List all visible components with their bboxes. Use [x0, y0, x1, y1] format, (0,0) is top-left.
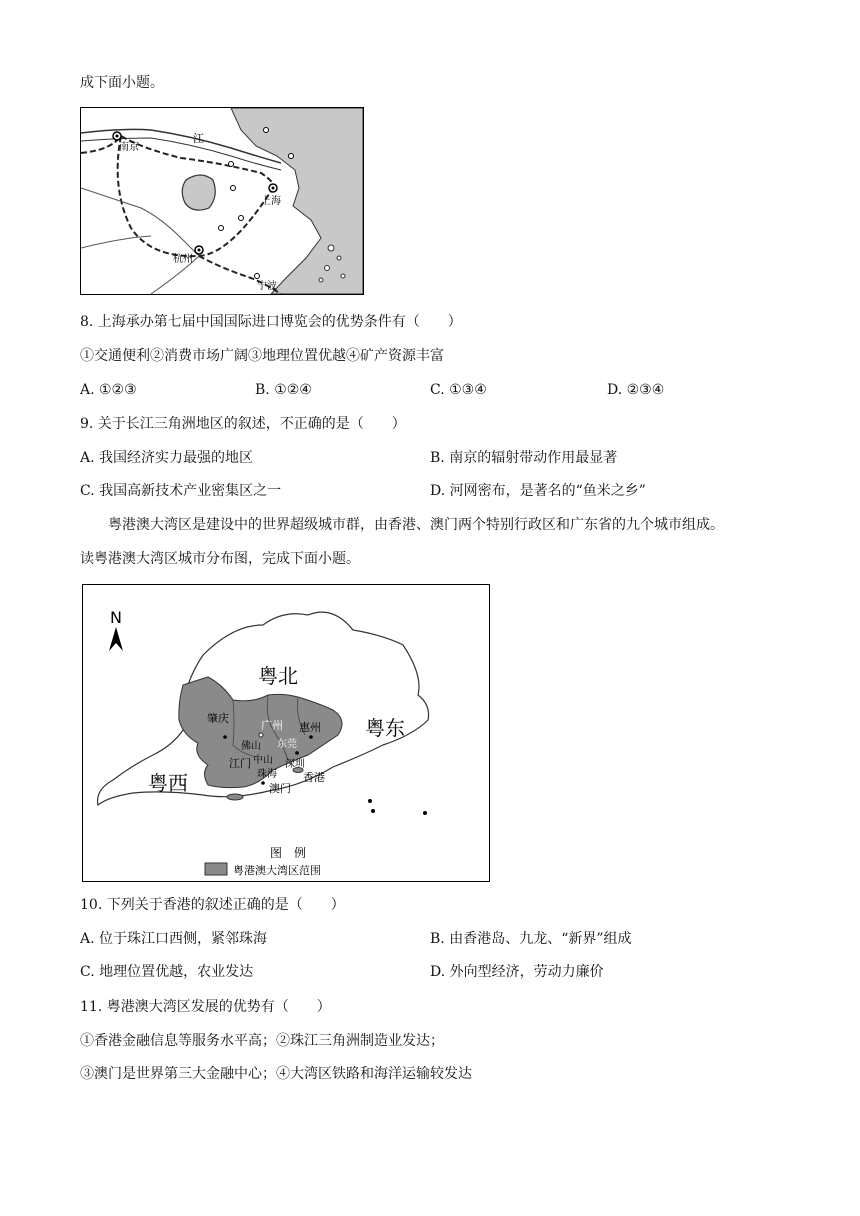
jiang-label: 江	[193, 132, 204, 145]
north-arrow	[109, 608, 123, 651]
guangzhou-label: 广州	[261, 719, 283, 732]
intro-tail: 成下面小题。	[80, 75, 164, 91]
island-dot	[368, 799, 372, 803]
yangtze-delta-map-svg	[81, 108, 363, 294]
road	[81, 236, 151, 248]
yangtze-delta-map	[80, 107, 364, 295]
legend-title: 图 例	[269, 846, 307, 860]
q10-option-a[interactable]: A. 位于珠江口西侧，紧邻珠海	[80, 931, 268, 947]
q8-stem: 8. 上海承办第七届中国国际进口博览会的优势条件有（ ）	[80, 314, 462, 330]
island	[337, 256, 341, 260]
ningbo-label: 宁波	[257, 281, 277, 292]
q9-stem: 9. 关于长江三角洲地区的叙述，不正确的是（ ）	[80, 416, 406, 432]
island	[227, 794, 243, 800]
dongguan-dot	[295, 751, 299, 755]
sea-area	[231, 108, 363, 294]
island	[341, 274, 345, 278]
dongguan-label: 东莞	[277, 739, 297, 750]
greater-bay-area-map-svg	[83, 585, 489, 881]
passage-line1: 粤港澳大湾区是建设中的世界超级城市群，由香港、澳门两个特别行政区和广东省的九个城市组成。	[108, 517, 724, 533]
road	[81, 188, 199, 256]
yuebei-label: 粤北	[258, 664, 298, 688]
hongkong-label: 香港	[303, 771, 325, 784]
foshan-label: 佛山	[241, 741, 261, 752]
jiangmen-label: 江门	[229, 757, 251, 770]
city-marker	[219, 226, 224, 231]
shenzhen-label: 深圳	[285, 759, 305, 770]
zhaoqing-dot	[223, 735, 227, 739]
guangzhou-dot	[259, 733, 263, 737]
q10-option-d[interactable]: D. 外向型经济，劳动力廉价	[430, 964, 604, 980]
city-marker	[264, 128, 269, 133]
hangzhou-label: 杭州	[173, 254, 193, 265]
q10-option-b[interactable]: B. 由香港岛、九龙、“新界”组成	[430, 931, 632, 947]
q8-option-d[interactable]: D. ②③④	[607, 382, 665, 398]
q10-stem: 10. 下列关于香港的叙述正确的是（ ）	[80, 897, 345, 913]
yuedong-label: 粤东	[365, 716, 405, 740]
city-marker	[289, 154, 294, 159]
q8-option-b[interactable]: B. ①②④	[255, 382, 312, 398]
island	[325, 266, 330, 271]
taihu-lake	[182, 175, 215, 210]
huizhou-dot	[309, 735, 313, 739]
zhongshan-label: 中山	[253, 755, 273, 766]
city-marker	[229, 162, 234, 167]
island-dot	[423, 811, 427, 815]
q8-items: ①交通便利②消费市场广阔③地理位置优越④矿产资源丰富	[80, 348, 444, 364]
q11-stem: 11. 粤港澳大湾区发展的优势有（ ）	[80, 999, 331, 1015]
greater-bay-area-map	[82, 584, 490, 882]
railway	[81, 136, 274, 188]
island	[319, 278, 323, 282]
zhaoqing-label: 肇庆	[207, 712, 229, 725]
yuexi-label: 粤西	[148, 771, 188, 795]
legend-item-label: 粤港澳大湾区范围	[233, 864, 321, 877]
island	[328, 245, 334, 251]
q10-option-c[interactable]: C. 地理位置优越，农业发达	[80, 964, 254, 980]
q9-option-d[interactable]: D. 河网密布，是著名的“鱼米之乡”	[430, 483, 646, 499]
city-marker	[231, 186, 236, 191]
q9-option-c[interactable]: C. 我国高新技术产业密集区之一	[80, 483, 282, 499]
nanjing-label: 南京	[119, 142, 139, 153]
north-label: N	[110, 608, 122, 627]
city-marker	[239, 216, 244, 221]
q9-option-b[interactable]: B. 南京的辐射带动作用最显著	[430, 450, 618, 466]
macau-dot	[261, 781, 265, 785]
island-dot	[371, 809, 375, 813]
huizhou-label: 惠州	[299, 721, 321, 734]
q11-items-line2: ③澳门是世界第三大金融中心；④大湾区铁路和海洋运输较发达	[80, 1066, 472, 1082]
passage-line2: 读粤港澳大湾区城市分布图，完成下面小题。	[80, 551, 360, 567]
macau-label: 澳门	[269, 782, 291, 795]
q11-items-line1: ①香港金融信息等服务水平高；②珠江三角洲制造业发达；	[80, 1033, 444, 1049]
legend-swatch	[205, 863, 227, 875]
zhuhai-label: 珠海	[257, 769, 277, 780]
ningbo-marker	[255, 274, 260, 279]
q8-option-a[interactable]: A. ①②③	[80, 382, 137, 398]
q9-option-a[interactable]: A. 我国经济实力最强的地区	[80, 450, 254, 466]
shanghai-label: 上海	[261, 196, 281, 207]
q8-option-c[interactable]: C. ①③④	[430, 382, 487, 398]
